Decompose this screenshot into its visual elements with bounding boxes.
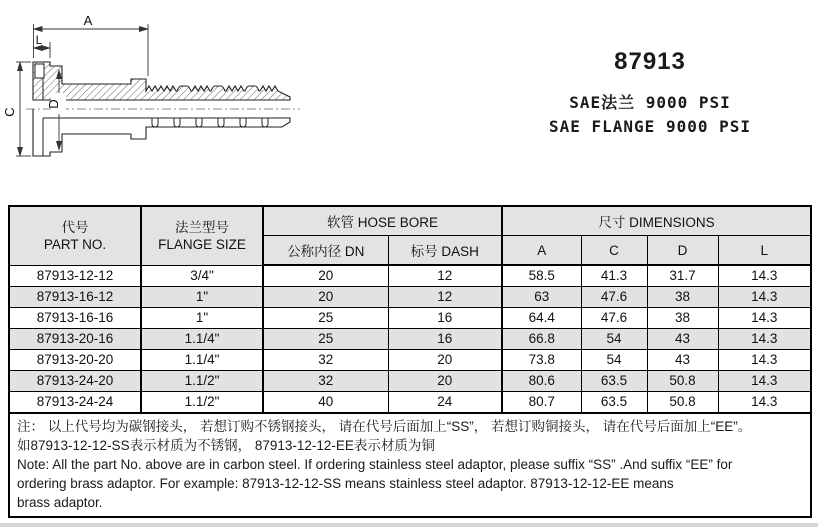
fitting-technical-drawing: [0, 0, 320, 195]
header-col-d: D: [647, 236, 718, 266]
dim-a-label: A: [83, 13, 93, 28]
dim-a-cell: 66.8: [502, 329, 581, 350]
table-row: [9, 371, 811, 392]
note-line-en-2: ordering brass adaptor. For example: 87913-12-12-SS means stainless steel adaptor. 87913-12-12-EE means: [17, 476, 674, 491]
table-row: [9, 265, 811, 287]
dim-d-cell: 50.8: [647, 371, 718, 392]
dim-l-cell: 14.3: [718, 329, 811, 350]
dim-l-cell: 14.3: [718, 392, 811, 414]
table-row: [9, 350, 811, 371]
header-dash: 标号 DASH: [388, 236, 502, 266]
flange-size-cell: 3/4": [141, 265, 263, 287]
note-line-cn-2: 如87913-12-12-SS表示材质为不锈钢， 87913-12-12-EE表示材质为铜: [17, 438, 435, 453]
dim-c-cell: 54: [581, 350, 647, 371]
dim-d-cell: 31.7: [647, 265, 718, 287]
flange-size-cell: 1.1/4": [141, 329, 263, 350]
header-flange-size-cn: 法兰型号: [175, 219, 229, 235]
dim-d-cell: 43: [647, 329, 718, 350]
flange-groove: [35, 64, 44, 78]
header-part-no-en: PART NO.: [43, 236, 107, 252]
header-hose-bore: 软管 HOSE BORE: [263, 206, 502, 236]
part-no-cell: 87913-16-16: [9, 308, 141, 329]
table-row: [9, 329, 811, 350]
dash-cell: 12: [388, 265, 502, 287]
dim-a-cell: 80.6: [502, 371, 581, 392]
note-line-cn-1: 注： 以上代号均为碳钢接头， 若想订购不锈钢接头， 请在代号后面加上“SS”， 若想订购铜接头， 请在代号后面加上“EE”。: [17, 419, 752, 434]
dn-cell: 25: [263, 329, 388, 350]
header-flange-size: [141, 206, 263, 265]
dash-cell: 12: [388, 287, 502, 308]
part-no-cell: 87913-12-12: [9, 265, 141, 287]
header-part-no: [9, 206, 141, 265]
dim-l-cell: 14.3: [718, 265, 811, 287]
dim-a-cell: 80.7: [502, 392, 581, 414]
header-part-no-cn: 代号: [61, 219, 89, 235]
table-row: [9, 287, 811, 308]
dash-cell: 20: [388, 371, 502, 392]
dim-c-cell: 47.6: [581, 287, 647, 308]
dim-l-cell: 14.3: [718, 308, 811, 329]
subtitle-english: SAE FLANGE 9000 PSI: [548, 117, 752, 136]
dn-cell: 32: [263, 371, 388, 392]
table-row: [9, 308, 811, 329]
flange-size-cell: 1": [141, 287, 263, 308]
dash-cell: 24: [388, 392, 502, 414]
dim-d-cell: 50.8: [647, 392, 718, 414]
page-section-divider: [0, 523, 818, 527]
flange-size-cell: 1.1/2": [141, 392, 263, 414]
dim-d-cell: 43: [647, 350, 718, 371]
dim-a-cell: 73.8: [502, 350, 581, 371]
dim-c-cell: 63.5: [581, 392, 647, 414]
dim-a-cell: 64.4: [502, 308, 581, 329]
flange-size-cell: 1.1/4": [141, 350, 263, 371]
header-col-l: L: [718, 236, 811, 266]
dim-d-cell: 38: [647, 287, 718, 308]
series-number: 87913: [614, 48, 686, 75]
part-no-cell: 87913-24-20: [9, 371, 141, 392]
header-flange-size-en: FLANGE SIZE: [158, 236, 246, 252]
note-line-en-3: brass adaptor.: [17, 495, 103, 510]
lower-outline: [33, 109, 290, 156]
header-col-c: C: [581, 236, 647, 266]
dn-cell: 32: [263, 350, 388, 371]
header-dn: 公称内径 DN: [263, 236, 388, 266]
dim-c-cell: 63.5: [581, 371, 647, 392]
dim-c-cell: 54: [581, 329, 647, 350]
part-no-cell: 87913-20-20: [9, 350, 141, 371]
dim-a-cell: 63: [502, 287, 581, 308]
table-row: [9, 392, 811, 414]
dn-cell: 40: [263, 392, 388, 414]
spec-table: [8, 205, 812, 414]
part-no-cell: 87913-16-12: [9, 287, 141, 308]
upper-section-hatched: [33, 62, 290, 100]
subtitle-chinese: SAE法兰 9000 PSI: [569, 93, 731, 112]
barb-rib-slots: [152, 118, 268, 127]
dash-cell: 16: [388, 329, 502, 350]
dash-cell: 16: [388, 308, 502, 329]
dim-c-cell: 41.3: [581, 265, 647, 287]
note-line-en-1: Note: All the part No. above are in carbon steel. If ordering stainless steel adaptor, please suffix “SS” .And suffix “EE” for: [17, 457, 733, 472]
part-no-cell: 87913-20-16: [9, 329, 141, 350]
dim-l-cell: 14.3: [718, 371, 811, 392]
part-no-cell: 87913-24-24: [9, 392, 141, 414]
dim-l-label: L: [35, 33, 43, 47]
dn-cell: 25: [263, 308, 388, 329]
dim-d-cell: 38: [647, 308, 718, 329]
dash-cell: 20: [388, 350, 502, 371]
dim-c-cell: 47.6: [581, 308, 647, 329]
dim-a-cell: 58.5: [502, 265, 581, 287]
flange-size-cell: 1": [141, 308, 263, 329]
note-box: [8, 412, 812, 518]
dim-d-label: D: [46, 99, 61, 109]
dim-l-cell: 14.3: [718, 287, 811, 308]
dim-c-label: C: [2, 107, 17, 117]
dn-cell: 20: [263, 265, 388, 287]
dim-l-cell: 14.3: [718, 350, 811, 371]
title-block: [530, 48, 770, 136]
flange-size-cell: 1.1/2": [141, 371, 263, 392]
header-dimensions: 尺寸 DIMENSIONS: [502, 206, 811, 236]
header-col-a: A: [502, 236, 581, 266]
dn-cell: 20: [263, 287, 388, 308]
